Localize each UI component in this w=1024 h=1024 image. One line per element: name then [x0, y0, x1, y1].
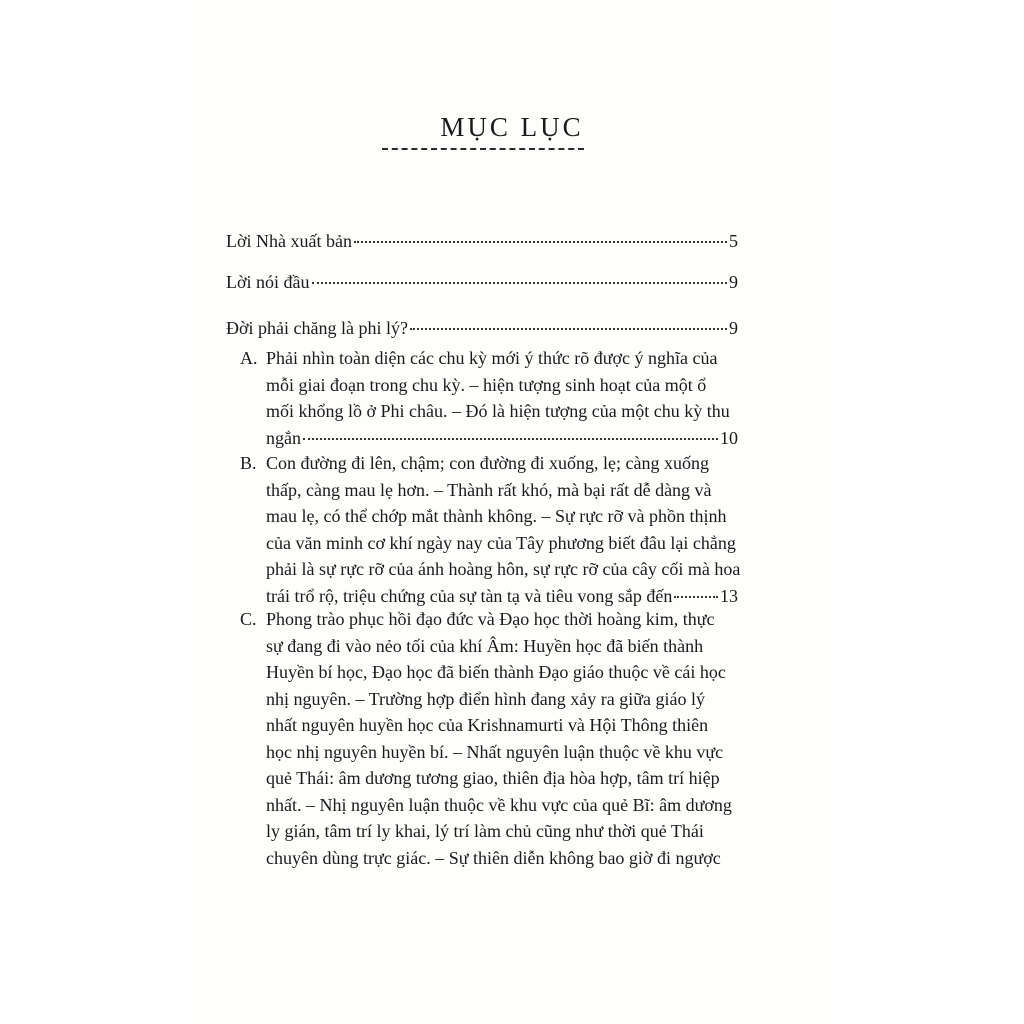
- dot-leader: [354, 241, 727, 243]
- subsection-line: Phải nhìn toàn diện các chu kỳ mới ý thức rõ được ý nghĩa của: [266, 348, 718, 368]
- subsection-line: Phong trào phục hồi đạo đức và Đạo học thời hoàng kim, thực: [266, 609, 715, 629]
- subsection-line: thấp, càng mau lẹ hơn. – Thành rất khó, mà bại rất dễ dàng và: [266, 479, 712, 500]
- toc-entry-page: 13: [720, 585, 738, 606]
- subsection-line: chuyên dùng trực giác. – Sự thiên diễn không bao giờ đi ngược: [266, 847, 721, 868]
- subsection-line: nhất nguyên huyền học của Krishnamurti và Hội Thông thiên: [266, 715, 709, 735]
- dot-leader: [410, 328, 727, 330]
- toc-entry: [226, 315, 738, 341]
- subsection-line: mỗi giai đoạn trong chu kỳ. – hiện tượng sinh hoạt của một ổ: [266, 374, 707, 395]
- subsection-line: ly gián, tâm trí ly khai, lý trí làm chủ cũng như thời quẻ Thái: [266, 821, 704, 841]
- subsection-letter: A.: [240, 348, 258, 368]
- subsection-line: Huyền bí học, Đạo học đã biến thành Đạo giáo thuộc về cái học: [266, 662, 726, 682]
- subsection-line: ngắn: [266, 427, 301, 448]
- toc-entry-title: Đời phải chăng là phi lý?: [226, 318, 408, 338]
- subsection-line: nhị nguyên. – Trường hợp điển hình đang xảy ra giữa giáo lý: [266, 688, 706, 709]
- toc-entry-title: Lời Nhà xuất bản: [226, 231, 352, 251]
- toc-subsection-b: [240, 450, 741, 609]
- subsection-line: mối khổng lồ ở Phi châu. – Đó là hiện tượng của một chu kỳ thu: [266, 401, 730, 421]
- subsection-line: quẻ Thái: âm dương tương giao, thiên địa hòa hợp, tâm trí hiệp: [266, 768, 720, 788]
- subsection-line: sự đang đi vào nẻo tối của khí Âm: Huyền học đã biến thành: [266, 635, 704, 656]
- toc-entry: [226, 228, 738, 254]
- toc-entry-page: 9: [729, 318, 738, 338]
- subsection-line: nhất. – Nhị nguyên luận thuộc về khu vực của quẻ Bĩ: âm dương: [266, 794, 732, 815]
- subsection-line: Con đường đi lên, chậm; con đường đi xuống, lẹ; càng xuống: [266, 453, 709, 473]
- toc-entry-title: Lời nói đầu: [226, 272, 310, 292]
- subsection-last-line: [266, 425, 738, 452]
- subsection-line: phải là sự rực rỡ của ánh hoàng hôn, sự rực rỡ của cây cối mà hoa: [266, 559, 741, 579]
- subsection-line: mau lẹ, có thể chớp mắt thành không. – Sự rực rỡ và phồn thịnh: [266, 506, 727, 526]
- subsection-line: trái trổ rộ, triệu chứng của sự tàn tạ và tiêu vong sắp đến: [266, 585, 673, 606]
- toc-entry-page: 10: [720, 427, 738, 448]
- dot-leader: [303, 438, 718, 440]
- title-underline: [382, 148, 584, 150]
- page-title: MỤC LỤC: [440, 112, 584, 142]
- subsection-letter: C.: [240, 609, 257, 629]
- subsection-letter: B.: [240, 453, 257, 473]
- subsection-line: học nhị nguyên huyền bí. – Nhất nguyên luận thuộc về khu vực: [266, 741, 724, 762]
- subsection-line: của văn minh cơ khí ngày nay của Tây phương biết đâu lại chẳng: [266, 532, 736, 553]
- dot-leader: [312, 282, 727, 284]
- dot-leader: [674, 596, 718, 598]
- toc-entry: [226, 269, 738, 295]
- toc-entry-page: 5: [729, 231, 738, 251]
- toc-subsection-a: [240, 345, 738, 451]
- toc-entry-page: 9: [729, 272, 738, 292]
- toc-subsection-c: [240, 606, 738, 871]
